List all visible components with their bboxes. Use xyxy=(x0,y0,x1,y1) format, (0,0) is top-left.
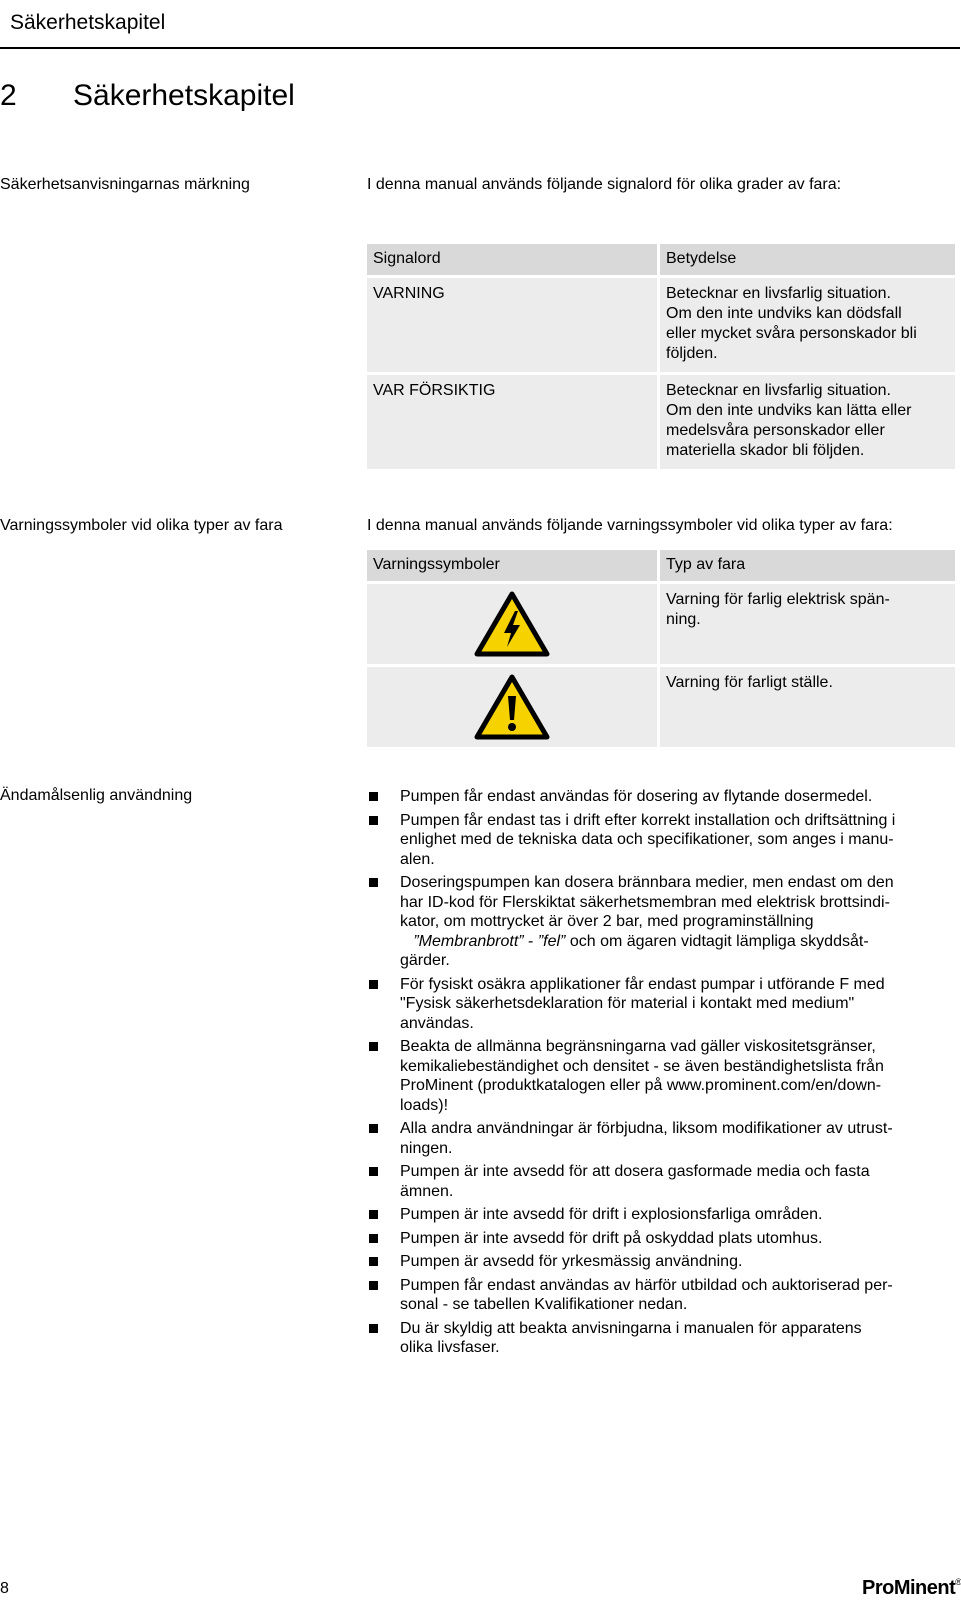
list-item-line: Pumpen är inte avsedd för att dosera gasformade media och fasta xyxy=(400,1163,870,1180)
meaning-line: Om den inte undviks kan dödsfall xyxy=(666,305,902,322)
table-header-row xyxy=(367,550,955,581)
table-header-betydelse: Betydelse xyxy=(660,244,955,275)
square-bullet-icon xyxy=(369,1124,378,1133)
table-header-signalord: Signalord xyxy=(367,244,657,275)
square-bullet-icon xyxy=(369,1167,378,1176)
list-item-line: Pumpen får endast användas av härför utbildad och auktoriserad per- xyxy=(400,1276,893,1294)
signal-word-table xyxy=(367,244,955,472)
list-item-line: Doseringspumpen kan dosera brännbara medier, men endast om den xyxy=(400,874,894,891)
symbol-cell xyxy=(367,667,657,747)
section-heading-usage: Ändamålsenlig användning xyxy=(0,787,193,804)
list-item xyxy=(367,1276,957,1315)
list-item xyxy=(367,1229,957,1249)
list-item xyxy=(367,787,957,807)
list-item xyxy=(367,1119,957,1158)
square-bullet-icon xyxy=(369,1324,378,1333)
list-item xyxy=(367,975,957,1034)
list-item-line: Beakta de allmänna begränsningarna vad gäller viskositetsgränser, xyxy=(400,1038,876,1055)
header-rule xyxy=(0,47,960,49)
list-item-line: olika livsfaser. xyxy=(400,1339,500,1356)
square-bullet-icon xyxy=(369,816,378,825)
section-heading-symbols: Varningssymboler vid olika typer av fara xyxy=(0,517,283,534)
table-header-row xyxy=(367,244,955,275)
square-bullet-icon xyxy=(369,1042,378,1051)
square-bullet-icon xyxy=(369,878,378,887)
list-item xyxy=(367,1205,957,1225)
meaning-line: Betecknar en livsfarlig situation. xyxy=(666,285,891,302)
table-header-typ-av-fara: Typ av fara xyxy=(660,550,955,581)
table-row xyxy=(367,375,955,469)
section-intro-symbols: I denna manual används följande varningssymboler vid olika typer av fara: xyxy=(367,517,893,534)
signal-word: VARNING xyxy=(367,278,657,372)
list-item-line: För fysiskt osäkra applikationer får endast pumpar i utförande F med xyxy=(400,975,885,993)
square-bullet-icon xyxy=(369,1210,378,1219)
symbol-cell xyxy=(367,584,657,664)
list-item xyxy=(367,1162,957,1201)
signal-meaning xyxy=(660,278,955,372)
running-header-title: Säkerhetskapitel xyxy=(10,11,166,34)
list-item-line: Du är skyldig att beakta anvisningarna i manualen för apparatens xyxy=(400,1319,862,1337)
square-bullet-icon xyxy=(369,1281,378,1290)
meaning-line: följden. xyxy=(666,345,718,362)
list-item-line xyxy=(400,932,957,952)
emphasis-text: ”fel” xyxy=(537,932,566,950)
list-item-line: ningen. xyxy=(400,1139,453,1157)
meaning-line: Om den inte undviks kan lätta eller xyxy=(666,402,912,419)
signal-meaning xyxy=(660,375,955,469)
signal-word: VAR FÖRSIKTIG xyxy=(367,375,657,469)
hazard-line: Varning för farlig elektrisk spän- xyxy=(666,591,890,608)
list-item-line: sonal - se tabellen Kvalifikationer nedan. xyxy=(400,1296,688,1313)
section-heading-marking: Säkerhetsanvisningarnas märkning xyxy=(0,176,250,193)
square-bullet-icon xyxy=(369,1234,378,1243)
registered-mark: ® xyxy=(955,1577,961,1587)
section-intro-marking: I denna manual används följande signalord för olika grader av fara: xyxy=(367,176,842,193)
list-item-line: "Fysisk säkerhetsdeklaration för material i kontakt med medium" xyxy=(400,995,855,1012)
high-voltage-warning-icon xyxy=(474,591,550,657)
list-item xyxy=(367,873,957,971)
list-item-text: och om ägaren vidtagit lämpliga skyddsåt- xyxy=(565,932,869,950)
usage-list xyxy=(367,787,957,1362)
hazard-line: Varning för farligt ställe. xyxy=(666,674,833,691)
chapter-title xyxy=(0,79,295,113)
square-bullet-icon xyxy=(369,792,378,801)
list-item-line: Pumpen får endast tas i drift efter korrekt installation och driftsättning i xyxy=(400,811,896,829)
list-item-line: ProMinent (produktkatalogen eller på www.prominent.com/en/down- xyxy=(400,1077,882,1094)
meaning-line: eller mycket svåra personskador bli xyxy=(666,325,917,342)
hazard-description xyxy=(660,667,955,747)
list-item-line: alen. xyxy=(400,850,435,868)
list-item-line: Pumpen är inte avsedd för drift i explosionsfarliga områden. xyxy=(400,1206,823,1223)
chapter-number: 2 xyxy=(0,79,17,112)
square-bullet-icon xyxy=(369,980,378,989)
list-item-line: gärder. xyxy=(400,952,450,969)
hazard-description xyxy=(660,584,955,664)
list-item xyxy=(367,811,957,870)
list-item-line: användas. xyxy=(400,1014,474,1032)
list-item-line: Alla andra användningar är förbjudna, liksom modifikationer av utrust- xyxy=(400,1120,893,1137)
meaning-line: materiella skador bli följden. xyxy=(666,442,865,459)
warning-symbol-table xyxy=(367,550,955,750)
list-item-line: enlighet med de tekniska data och specifikationer, som anges i manu- xyxy=(400,831,894,848)
table-row xyxy=(367,584,955,664)
chapter-title-text: Säkerhetskapitel xyxy=(73,79,295,112)
list-item xyxy=(367,1252,957,1272)
list-item-line: har ID-kod för Flerskiktat säkerhetsmembran med elektrisk brottsindi- xyxy=(400,893,890,911)
list-item-line: Pumpen får endast användas för dosering av flytande dosermedel. xyxy=(400,788,873,805)
logo-text: ProMinent xyxy=(862,1577,956,1599)
list-item xyxy=(367,1037,957,1115)
table-row xyxy=(367,278,955,372)
list-item-line: ämnen. xyxy=(400,1182,454,1200)
square-bullet-icon xyxy=(369,1257,378,1266)
list-item-line: Pumpen är avsedd för yrkesmässig användning. xyxy=(400,1253,743,1270)
page-number: 8 xyxy=(0,1580,9,1597)
list-item-line: kemikaliebeständighet och densitet - se även beständighetslista från xyxy=(400,1057,884,1075)
meaning-line: medelsvåra personskador eller xyxy=(666,422,885,439)
emphasis-text: ”Membranbrott” xyxy=(413,932,524,950)
list-item-line: kator, om mottrycket är över 2 bar, med programinställning xyxy=(400,913,814,930)
list-item-line: Pumpen är inte avsedd för drift på oskyddad plats utomhus. xyxy=(400,1229,823,1247)
table-header-varningssymboler: Varningssymboler xyxy=(367,550,657,581)
list-item xyxy=(367,1319,957,1358)
meaning-line: Betecknar en livsfarlig situation. xyxy=(666,382,891,399)
list-item-line: loads)! xyxy=(400,1096,449,1114)
hazard-line: ning. xyxy=(666,611,701,628)
table-row xyxy=(367,667,955,747)
separator-text: - xyxy=(523,932,538,950)
prominent-logo xyxy=(862,1577,961,1600)
general-danger-warning-icon xyxy=(474,674,550,740)
